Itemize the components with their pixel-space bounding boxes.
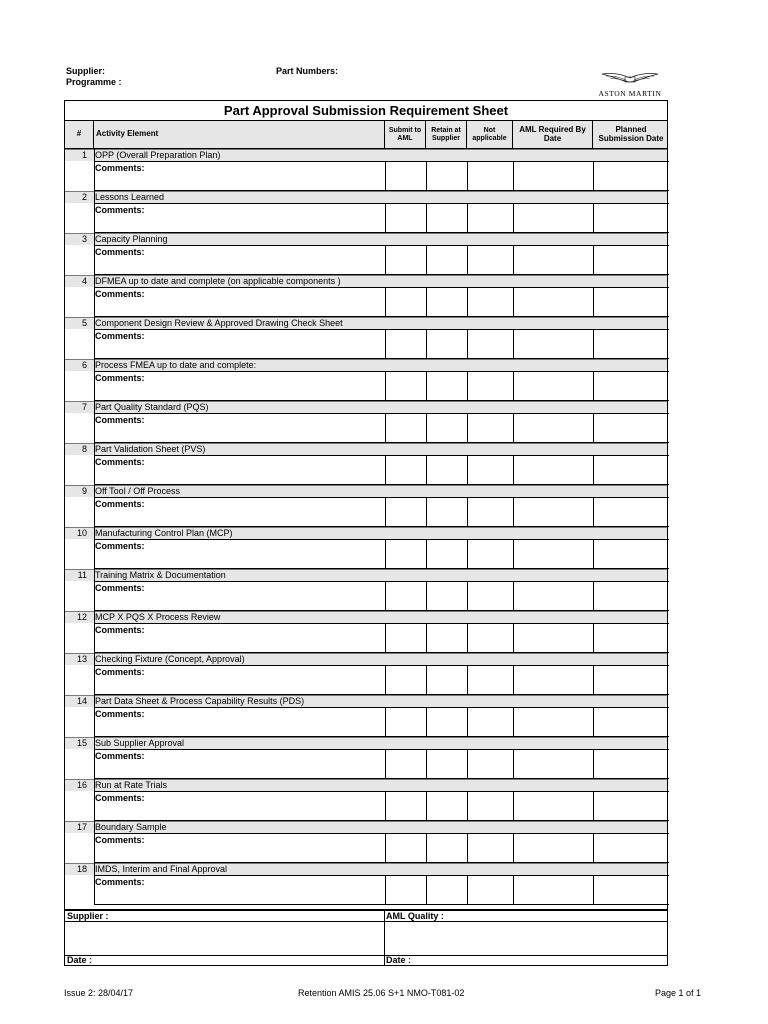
aml-quality-signoff-label: AML Quality :: [386, 911, 444, 921]
activity-label: Part Data Sheet & Process Capability Results (PDS): [95, 696, 305, 706]
checkbox-cell[interactable]: [386, 204, 426, 232]
comments-grid: [94, 581, 669, 611]
sheet-title: Part Approval Submission Requirement Sheet: [65, 101, 667, 121]
activity-row: [65, 443, 667, 485]
checkbox-cell[interactable]: [427, 792, 467, 820]
activity-label: IMDS, Interim and Final Approval: [95, 864, 228, 874]
checkbox-cell[interactable]: [514, 372, 593, 400]
activity-number: 6: [81, 360, 87, 370]
activity-row: [65, 569, 667, 611]
checkbox-cell[interactable]: [468, 456, 513, 484]
activity-row: [65, 401, 667, 443]
checkbox-cell[interactable]: [468, 414, 513, 442]
comments-label: Comments:: [95, 415, 145, 425]
checkbox-cell[interactable]: [468, 792, 513, 820]
comments-grid: [94, 455, 669, 485]
comments-label: Comments:: [95, 583, 145, 593]
checkbox-cell[interactable]: [468, 204, 513, 232]
comments-label: Comments:: [95, 877, 145, 887]
activity-label: Training Matrix & Documentation: [95, 570, 226, 580]
comments-label: Comments:: [95, 163, 145, 173]
checkbox-cell[interactable]: [468, 834, 513, 862]
supplier-signature-field[interactable]: [66, 922, 383, 954]
col-planned: Planned Submission Date: [598, 125, 664, 143]
comments-grid: [94, 497, 669, 527]
checkbox-cell[interactable]: [386, 582, 426, 610]
checkbox-cell[interactable]: [386, 162, 426, 190]
checkbox-cell[interactable]: [427, 456, 467, 484]
supplier-signoff-label: Supplier :: [67, 911, 109, 921]
activity-label: OPP (Overall Preparation Plan): [95, 150, 221, 160]
checkbox-cell[interactable]: [386, 666, 426, 694]
checkbox-cell[interactable]: [594, 834, 669, 862]
footer-issue: Issue 2: 28/04/17: [64, 988, 134, 998]
checkbox-cell[interactable]: [468, 246, 513, 274]
activity-number: 16: [76, 780, 87, 790]
activity-row: [65, 737, 667, 779]
col-num: #: [65, 121, 94, 148]
checkbox-cell[interactable]: [468, 330, 513, 358]
activity-label: MCP X PQS X Process Review: [95, 612, 221, 622]
comments-label: Comments:: [95, 667, 145, 677]
activity-row: [65, 233, 667, 275]
footer-page: Page 1 of 1: [655, 988, 702, 998]
checkbox-cell[interactable]: [427, 624, 467, 652]
signoff-section: [64, 910, 668, 966]
activity-label: Process FMEA up to date and complete:: [95, 360, 257, 370]
checkbox-cell[interactable]: [386, 498, 426, 526]
checkbox-cell[interactable]: [427, 750, 467, 778]
activity-label: Checking Fixture (Concept, Approval): [95, 654, 245, 664]
comments-grid: [94, 623, 669, 653]
activity-number: 18: [76, 864, 87, 874]
programme-label: Programme :: [66, 77, 122, 87]
checkbox-cell[interactable]: [386, 456, 426, 484]
activity-number: 15: [76, 738, 87, 748]
activity-row: [65, 485, 667, 527]
activity-label: Lessons Learned: [95, 192, 165, 202]
col-activity: Activity Element: [94, 121, 385, 148]
checkbox-cell[interactable]: [594, 876, 669, 904]
checkbox-cell[interactable]: [427, 582, 467, 610]
checkbox-cell[interactable]: [514, 708, 593, 736]
checkbox-cell[interactable]: [514, 792, 593, 820]
checkbox-cell[interactable]: [514, 624, 593, 652]
checkbox-cell[interactable]: [386, 330, 426, 358]
comments-label: Comments:: [95, 709, 145, 719]
checkbox-cell[interactable]: [386, 750, 426, 778]
comments-grid: [94, 665, 669, 695]
activity-label: Boundary Sample: [95, 822, 167, 832]
activity-row: [65, 779, 667, 821]
checkbox-cell[interactable]: [514, 246, 593, 274]
aml-date-label: Date :: [386, 955, 412, 965]
checkbox-cell[interactable]: [594, 246, 669, 274]
activity-row: [65, 611, 667, 653]
checkbox-cell[interactable]: [427, 666, 467, 694]
checkbox-cell[interactable]: [427, 288, 467, 316]
checkbox-cell[interactable]: [594, 792, 669, 820]
activity-number: 2: [81, 192, 87, 202]
aml-signature-field[interactable]: [385, 922, 667, 954]
checkbox-cell[interactable]: [468, 666, 513, 694]
checkbox-cell[interactable]: [468, 498, 513, 526]
activity-label: Off Tool / Off Process: [95, 486, 181, 496]
activity-number: 14: [76, 696, 87, 706]
checkbox-cell[interactable]: [427, 834, 467, 862]
checkbox-cell[interactable]: [594, 330, 669, 358]
checkbox-cell[interactable]: [386, 414, 426, 442]
activity-row: [65, 275, 667, 317]
supplier-label: Supplier:: [66, 66, 106, 76]
comments-label: Comments:: [95, 331, 145, 341]
activity-number: 7: [81, 402, 87, 412]
checkbox-cell[interactable]: [594, 540, 669, 568]
checkbox-cell[interactable]: [468, 372, 513, 400]
activity-label: DFMEA up to date and complete (on applicable components ): [95, 276, 341, 286]
checkbox-cell[interactable]: [468, 540, 513, 568]
activity-label: Manufacturing Control Plan (MCP): [95, 528, 233, 538]
activity-number: 1: [81, 150, 87, 160]
checkbox-cell[interactable]: [594, 456, 669, 484]
checkbox-cell[interactable]: [514, 498, 593, 526]
activity-row: [65, 863, 667, 905]
activity-row: [65, 359, 667, 401]
checkbox-cell[interactable]: [468, 624, 513, 652]
comments-grid: [94, 875, 669, 905]
checkbox-cell[interactable]: [386, 540, 426, 568]
col-not-applicable: Not applicable: [467, 121, 513, 148]
checkbox-cell[interactable]: [514, 288, 593, 316]
checkbox-cell[interactable]: [386, 624, 426, 652]
checkbox-cell[interactable]: [386, 792, 426, 820]
comments-grid: [94, 791, 669, 821]
activity-number: 12: [76, 612, 87, 622]
checkbox-cell[interactable]: [594, 204, 669, 232]
checkbox-cell[interactable]: [514, 456, 593, 484]
comments-grid: [94, 749, 669, 779]
activity-number: 3: [81, 234, 87, 244]
activity-number: 4: [81, 276, 87, 286]
checkbox-cell[interactable]: [594, 288, 669, 316]
checkbox-cell[interactable]: [427, 246, 467, 274]
supplier-date-label: Date :: [67, 955, 93, 965]
comments-grid: [94, 245, 669, 275]
col-submit: Submit to AML: [385, 121, 426, 148]
comments-label: Comments:: [95, 373, 145, 383]
checkbox-cell[interactable]: [468, 288, 513, 316]
checkbox-cell[interactable]: [427, 708, 467, 736]
checkbox-cell[interactable]: [386, 246, 426, 274]
checkbox-cell[interactable]: [514, 582, 593, 610]
comments-grid: [94, 413, 669, 443]
checkbox-cell[interactable]: [468, 708, 513, 736]
checkbox-cell[interactable]: [427, 162, 467, 190]
checkbox-cell[interactable]: [468, 750, 513, 778]
activity-label: Part Validation Sheet (PVS): [95, 444, 206, 454]
checkbox-cell[interactable]: [427, 876, 467, 904]
checkbox-cell[interactable]: [514, 330, 593, 358]
activity-row: [65, 695, 667, 737]
comments-grid: [94, 161, 669, 191]
checkbox-cell[interactable]: [514, 750, 593, 778]
col-aml-required: AML Required By Date: [513, 121, 593, 148]
checkbox-cell[interactable]: [468, 162, 513, 190]
checkbox-cell[interactable]: [594, 162, 669, 190]
checkbox-cell[interactable]: [514, 540, 593, 568]
activity-row: [65, 653, 667, 695]
checkbox-cell[interactable]: [427, 498, 467, 526]
activity-label: Capacity Planning: [95, 234, 168, 244]
comments-grid: [94, 287, 669, 317]
checkbox-cell[interactable]: [427, 540, 467, 568]
comments-grid: [94, 329, 669, 359]
comments-label: Comments:: [95, 499, 145, 509]
table-header: [65, 121, 667, 149]
activity-label: Component Design Review & Approved Drawing Check Sheet: [95, 318, 343, 328]
col-retain: Retain at Supplier: [426, 121, 467, 148]
activity-number: 11: [77, 570, 87, 580]
checkbox-cell[interactable]: [514, 834, 593, 862]
checkbox-cell[interactable]: [427, 372, 467, 400]
approval-sheet: [64, 100, 668, 910]
activity-row: [65, 149, 667, 191]
checkbox-cell[interactable]: [514, 666, 593, 694]
comments-grid: [94, 707, 669, 737]
checkbox-cell[interactable]: [594, 582, 669, 610]
checkbox-cell[interactable]: [468, 582, 513, 610]
activity-number: 17: [76, 822, 87, 832]
activity-label: Part Quality Standard (PQS): [95, 402, 209, 412]
checkbox-cell[interactable]: [594, 624, 669, 652]
checkbox-cell[interactable]: [386, 834, 426, 862]
checkbox-cell[interactable]: [427, 414, 467, 442]
checkbox-cell[interactable]: [594, 372, 669, 400]
activity-row: [65, 191, 667, 233]
checkbox-cell[interactable]: [594, 666, 669, 694]
comments-grid: [94, 203, 669, 233]
comments-label: Comments:: [95, 289, 145, 299]
activity-number: 8: [81, 444, 87, 454]
checkbox-cell[interactable]: [427, 330, 467, 358]
comments-label: Comments:: [95, 457, 145, 467]
checkbox-cell[interactable]: [386, 708, 426, 736]
activity-label: Run at Rate Trials: [95, 780, 168, 790]
footer-retention: Retention AMIS 25.06 S+1 NMO-T081-02: [298, 988, 465, 998]
part-numbers-label: Part Numbers:: [276, 66, 339, 76]
comments-grid: [94, 539, 669, 569]
comments-label: Comments:: [95, 751, 145, 761]
checkbox-cell[interactable]: [514, 414, 593, 442]
logo-text: ASTON MARTIN: [598, 89, 662, 98]
activity-row: [65, 317, 667, 359]
comments-grid: [94, 833, 669, 863]
checkbox-cell[interactable]: [594, 750, 669, 778]
activity-number: 10: [76, 528, 87, 538]
checkbox-cell[interactable]: [386, 372, 426, 400]
checkbox-cell[interactable]: [514, 162, 593, 190]
checkbox-cell[interactable]: [514, 204, 593, 232]
comments-label: Comments:: [95, 625, 145, 635]
checkbox-cell[interactable]: [594, 498, 669, 526]
activity-label: Sub Supplier Approval: [95, 738, 185, 748]
activity-number: 13: [76, 654, 87, 664]
activity-row: [65, 821, 667, 863]
comments-label: Comments:: [95, 541, 145, 551]
activity-row: [65, 527, 667, 569]
checkbox-cell[interactable]: [427, 204, 467, 232]
checkbox-cell[interactable]: [594, 708, 669, 736]
comments-grid: [94, 371, 669, 401]
comments-label: Comments:: [95, 793, 145, 803]
checkbox-cell[interactable]: [386, 876, 426, 904]
comments-label: Comments:: [95, 205, 145, 215]
activity-number: 9: [81, 486, 87, 496]
checkbox-cell[interactable]: [594, 414, 669, 442]
activity-number: 5: [81, 318, 87, 328]
checkbox-cell[interactable]: [386, 288, 426, 316]
checkbox-cell[interactable]: [468, 876, 513, 904]
comments-label: Comments:: [95, 247, 145, 257]
checkbox-cell[interactable]: [514, 876, 593, 904]
comments-label: Comments:: [95, 835, 145, 845]
